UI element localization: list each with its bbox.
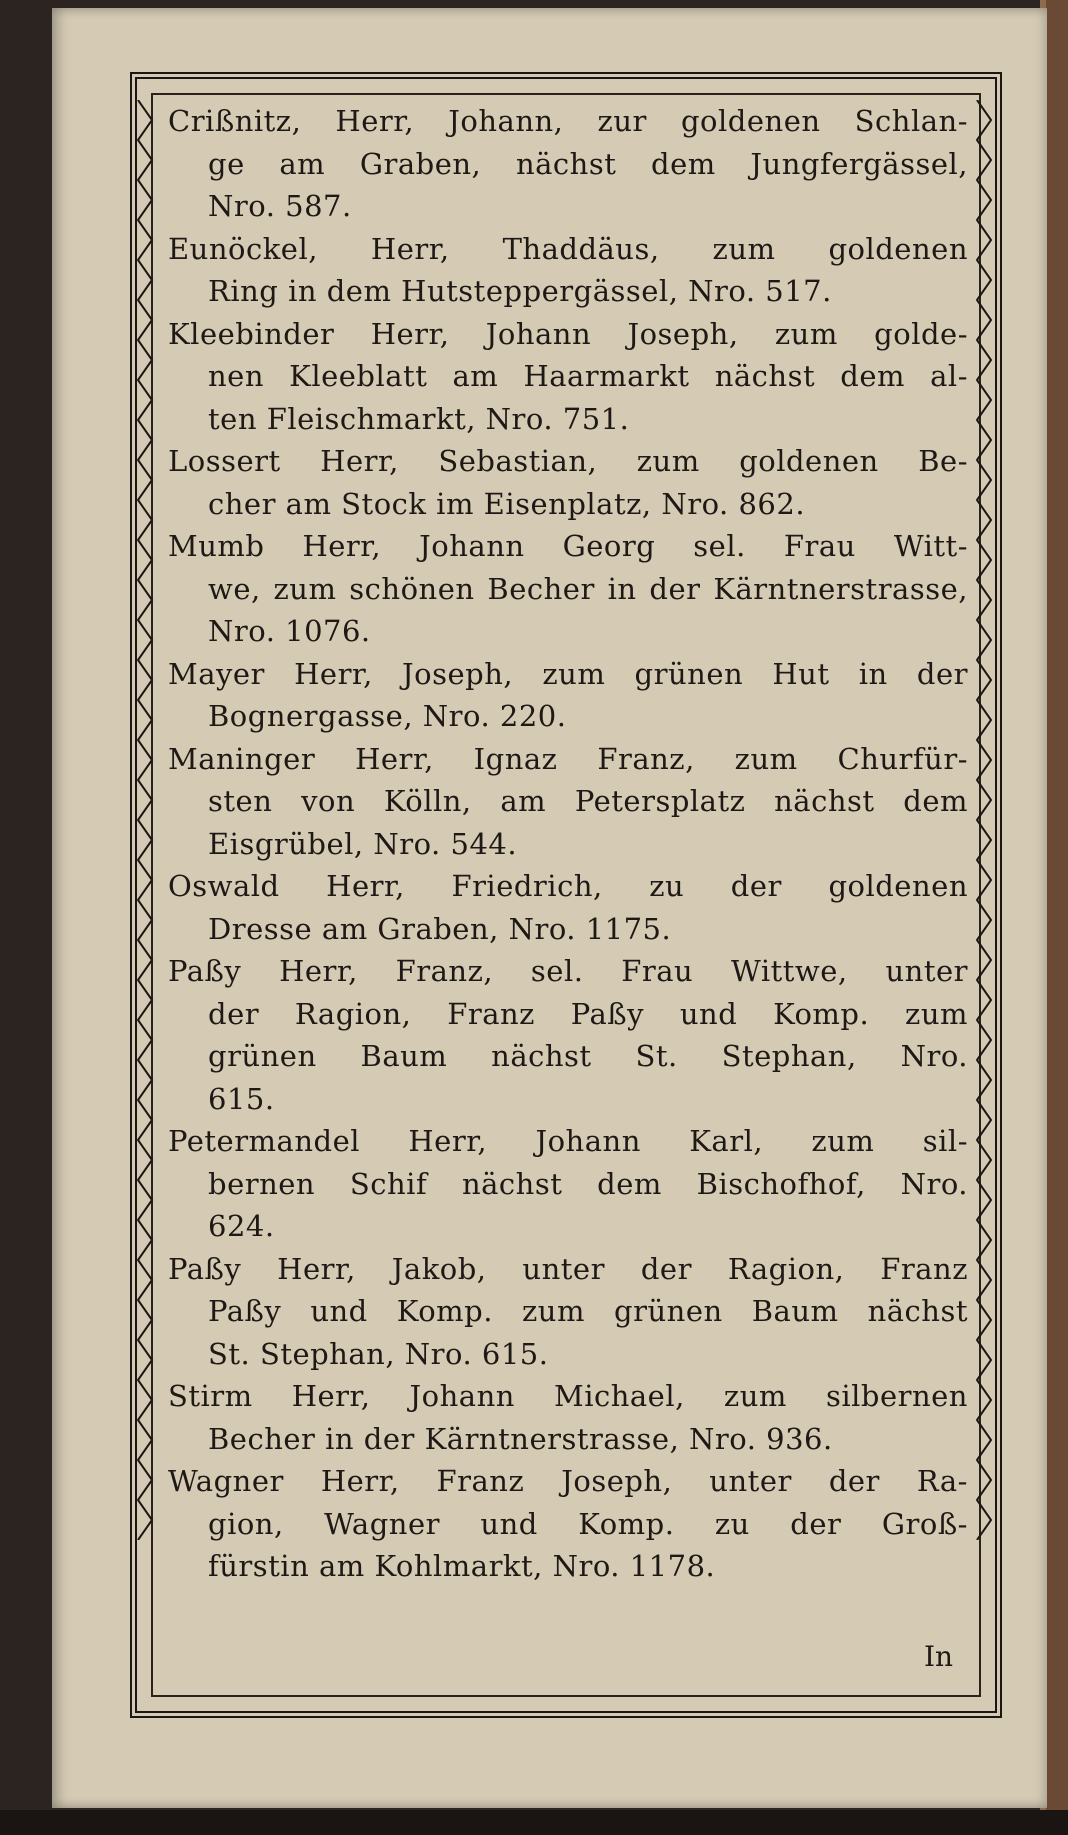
entry-line: Maninger Herr, Ignaz Franz, zum Churfür- bbox=[168, 741, 968, 776]
entry-line: gion, Wagner und Komp. zu der Groß- bbox=[208, 1506, 968, 1541]
directory-entry bbox=[168, 1375, 968, 1460]
entry-line: 615. bbox=[208, 1081, 275, 1116]
entry-line: Eisgrübel, Nro. 544. bbox=[208, 826, 518, 861]
catchword: In bbox=[924, 1640, 954, 1673]
directory-entry bbox=[168, 313, 968, 441]
entry-line: cher am Stock im Eisenplatz, Nro. 862. bbox=[208, 486, 806, 521]
entry-line: Mumb Herr, Johann Georg sel. Frau Witt- bbox=[168, 529, 968, 563]
directory-entries bbox=[168, 100, 968, 1588]
entry-line: Mayer Herr, Joseph, zum grünen Hut in der bbox=[168, 656, 968, 691]
directory-entry bbox=[168, 950, 968, 1120]
entry-line: fürstin am Kohlmarkt, Nro. 1178. bbox=[208, 1549, 716, 1583]
entry-line: we, zum schönen Becher in der Kärntnerstrasse, bbox=[208, 571, 968, 606]
entry-line: St. Stephan, Nro. 615. bbox=[208, 1336, 549, 1371]
directory-entry bbox=[168, 865, 968, 950]
right-zigzag-ornament bbox=[975, 100, 993, 1540]
entry-line: Oswald Herr, Friedrich, zu der goldenen bbox=[168, 869, 968, 903]
entry-line: ge am Graben, nächst dem Jungfergässel, bbox=[208, 146, 968, 181]
entry-line: ten Fleischmarkt, Nro. 751. bbox=[208, 401, 630, 436]
entry-line: Wagner Herr, Franz Joseph, unter der Ra- bbox=[168, 1464, 968, 1498]
entry-line: Lossert Herr, Sebastian, zum goldenen Be- bbox=[168, 444, 968, 478]
directory-entry bbox=[168, 653, 968, 738]
entry-line: Nro. 587. bbox=[208, 189, 352, 223]
directory-entry bbox=[168, 440, 968, 525]
entry-line: 624. bbox=[208, 1209, 275, 1243]
entry-line: Kleebinder Herr, Johann Joseph, zum golde- bbox=[168, 316, 968, 351]
entry-line: bernen Schif nächst dem Bischofhof, Nro. bbox=[208, 1166, 968, 1201]
entry-line: Paßy Herr, Franz, sel. Frau Wittwe, unter bbox=[168, 954, 968, 988]
entry-line: Bognergasse, Nro. 220. bbox=[208, 699, 567, 733]
entry-line: sten von Kölln, am Petersplatz nächst dem bbox=[208, 784, 968, 818]
left-zigzag-ornament bbox=[136, 100, 154, 1540]
entry-line: Becher in der Kärntnerstrasse, Nro. 936. bbox=[208, 1421, 833, 1456]
entry-line: Dresse am Graben, Nro. 1175. bbox=[208, 911, 672, 946]
entry-line: Nro. 1076. bbox=[208, 614, 371, 648]
directory-entry bbox=[168, 1120, 968, 1248]
entry-line: Ring in dem Hutsteppergässel, Nro. 517. bbox=[208, 274, 832, 308]
entry-line: nen Kleeblatt am Haarmarkt nächst dem al- bbox=[208, 359, 968, 393]
directory-entry bbox=[168, 228, 968, 313]
directory-entry bbox=[168, 1460, 968, 1588]
directory-entry bbox=[168, 100, 968, 228]
directory-entry bbox=[168, 525, 968, 653]
entry-line: grünen Baum nächst St. Stephan, Nro. bbox=[208, 1039, 968, 1073]
entry-line: Paßy Herr, Jakob, unter der Ragion, Franz bbox=[168, 1251, 968, 1286]
entry-line: Eunöckel, Herr, Thaddäus, zum goldenen bbox=[168, 231, 968, 266]
directory-entry bbox=[168, 1248, 968, 1376]
entry-line: Stirm Herr, Johann Michael, zum silbernen bbox=[168, 1379, 968, 1413]
directory-entry bbox=[168, 738, 968, 866]
entry-line: Crißnitz, Herr, Johann, zur goldenen Schlan- bbox=[168, 104, 968, 138]
entry-line: Paßy und Komp. zum grünen Baum nächst bbox=[208, 1294, 968, 1328]
entry-line: Petermandel Herr, Johann Karl, zum sil- bbox=[168, 1124, 968, 1158]
entry-line: der Ragion, Franz Paßy und Komp. zum bbox=[208, 996, 968, 1031]
